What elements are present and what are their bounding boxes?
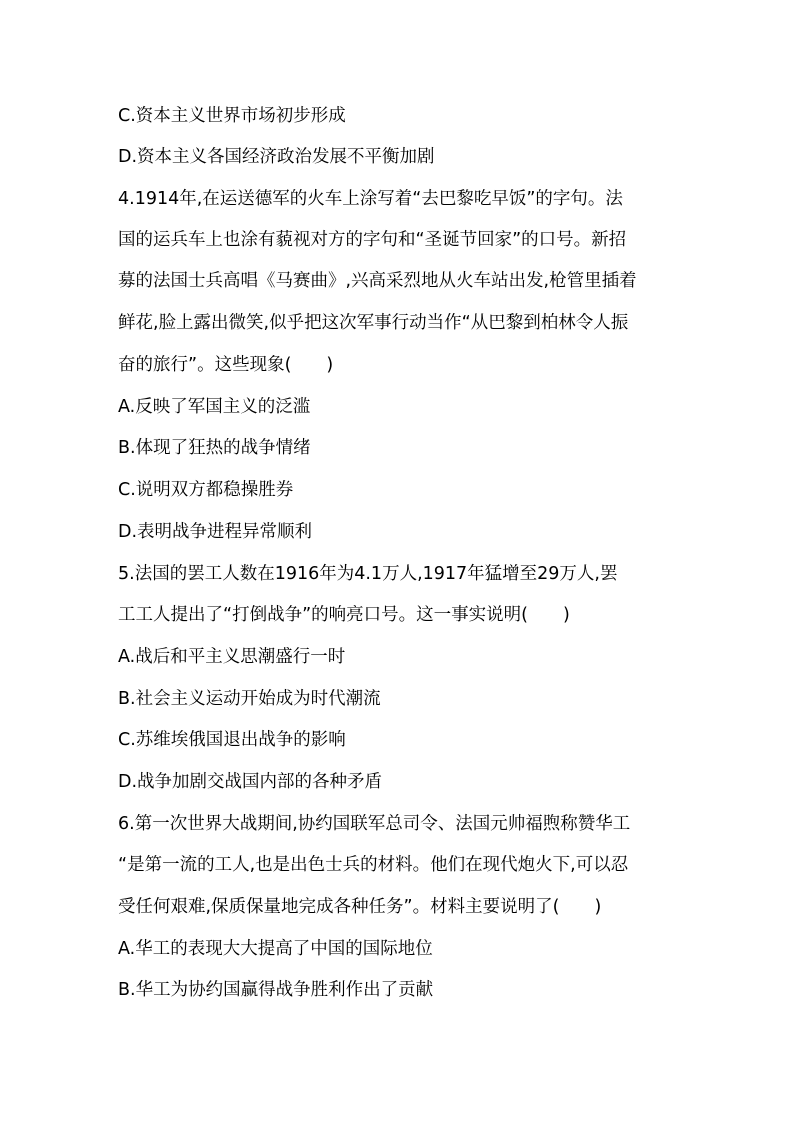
question-5-line-1: 5.法国的罢工人数在1916年为4.1万人,1917年猛增至29万人,罢 (118, 564, 618, 584)
option-4d: D.表明战争进程异常顺利 (118, 522, 313, 542)
question-6-line-3: 受任何艰难,保质保量地完成各种任务”。材料主要说明了( ) (118, 897, 602, 917)
option-4a: A.反映了军国主义的泛滥 (118, 397, 311, 417)
option-5a: A.战后和平主义思潮盛行一时 (118, 647, 346, 667)
question-4-line-1: 4.1914年,在运送德军的火车上涂写着“去巴黎吃早饭”的字句。法 (118, 189, 623, 209)
question-6-line-2: “是第一流的工人,也是出色士兵的材料。他们在现代炮火下,可以忍 (118, 855, 629, 875)
question-6-line-1: 6.第一次世界大战期间,协约国联军总司令、法国元帅福煦称赞华工 (118, 814, 631, 834)
option-3c: C.资本主义世界市场初步形成 (118, 106, 346, 126)
option-6b: B.华工为协约国赢得战争胜利作出了贡献 (118, 980, 434, 1000)
option-5d: D.战争加剧交战国内部的各种矛盾 (118, 772, 383, 792)
option-6a: A.华工的表现大大提高了中国的国际地位 (118, 939, 433, 959)
option-3d: D.资本主义各国经济政治发展不平衡加剧 (118, 147, 435, 167)
question-4-line-2: 国的运兵车上也涂有藐视对方的字句和“圣诞节回家”的口号。新招 (118, 230, 627, 250)
question-4-line-3: 募的法国士兵高唱《马赛曲》,兴高采烈地从火车站出发,枪管里插着 (118, 271, 637, 291)
option-4b: B.体现了狂热的战争情绪 (118, 438, 311, 458)
question-5-line-2: 工工人提出了“打倒战争”的响亮口号。这一事实说明( ) (118, 605, 570, 625)
question-4-line-4: 鲜花,脸上露出微笑,似乎把这次军事行动当作“从巴黎到柏林令人振 (118, 313, 629, 333)
option-4c: C.说明双方都稳操胜券 (118, 480, 294, 500)
option-5b: B.社会主义运动开始成为时代潮流 (118, 689, 381, 709)
option-5c: C.苏维埃俄国退出战争的影响 (118, 730, 346, 750)
question-4-line-5: 奋的旅行”。这些现象( ) (118, 355, 334, 375)
